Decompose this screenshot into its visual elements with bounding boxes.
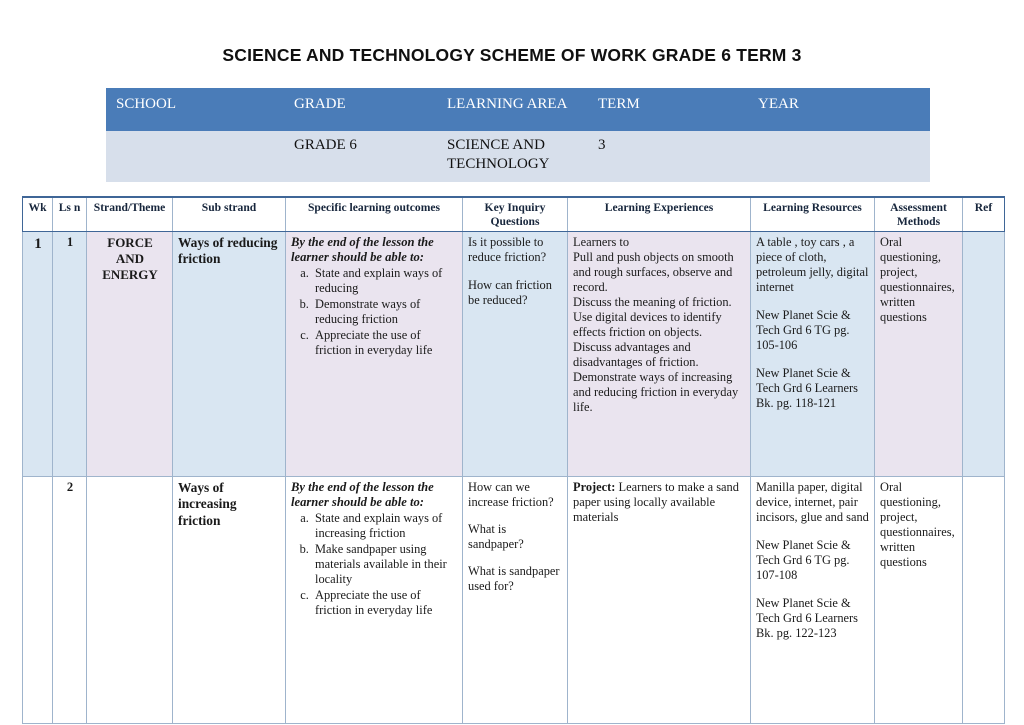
column-header-learning-resources: Learning Resources	[751, 197, 875, 231]
le-project-label: Project:	[573, 480, 616, 495]
slo-intro: By the end of the lesson the learner should be able to:	[291, 235, 434, 265]
table-row	[23, 232, 1005, 477]
info-header-row	[106, 88, 930, 131]
slo-item: c. Appreciate the use of friction in everyday life	[312, 328, 458, 358]
cell-specific-learning-outcomes	[286, 477, 463, 724]
le-item: Discuss the meaning of friction.	[573, 295, 732, 310]
kiq-item: What is sandpaper?	[468, 522, 524, 552]
cell-lesson: 1	[53, 232, 87, 477]
cell-key-inquiry-questions	[463, 232, 568, 477]
cell-lesson: 2	[53, 477, 87, 724]
slo-list	[291, 511, 458, 618]
column-header-strand: Strand/Theme	[87, 197, 173, 231]
info-value-grade[interactable]: GRADE 6	[284, 131, 437, 182]
info-table	[106, 88, 930, 182]
column-header-assessment-methods: Assessment Methods	[875, 197, 963, 231]
slo-list	[291, 266, 458, 358]
lr-materials: A table , toy cars , a piece of cloth, petroleum jelly, digital internet	[756, 235, 869, 295]
cell-sub-strand: Ways of increasing friction	[173, 477, 286, 724]
column-header-wk: Wk	[23, 197, 53, 231]
lr-book-reference: New Planet Scie & Tech Grd 6 TG pg. 105-106	[756, 308, 851, 353]
cell-learning-experiences	[568, 477, 751, 724]
le-item: Demonstrate ways of increasing and reducing friction in everyday life.	[573, 370, 739, 415]
le-item: Discuss advantages and disadvantages of friction.	[573, 340, 699, 370]
lr-book-reference: New Planet Scie & Tech Grd 6 Learners Bk. pg. 118-121	[756, 366, 858, 411]
column-header-ref: Ref	[963, 197, 1005, 231]
slo-item: b. Make sandpaper using materials available in their locality	[312, 542, 458, 587]
info-value-year[interactable]	[748, 131, 930, 182]
column-header-key-inquiry-questions: Key Inquiry Questions	[463, 197, 568, 231]
cell-strand: FORCE AND ENERGY	[87, 232, 173, 477]
cell-assessment-methods: Oral questioning, project, questionnaires, written questions	[875, 232, 963, 477]
cell-week: 1	[23, 232, 53, 477]
scheme-header-row	[23, 197, 1005, 231]
column-header-learning-experiences: Learning Experiences	[568, 197, 751, 231]
le-item: Use digital devices to identify effects friction on objects.	[573, 310, 722, 340]
cell-specific-learning-outcomes	[286, 232, 463, 477]
cell-learning-resources	[751, 232, 875, 477]
kiq-item: How can we increase friction?	[468, 480, 554, 510]
scheme-of-work-table	[22, 196, 1005, 724]
column-header-specific-learning-outcomes: Specific learning outcomes	[286, 197, 463, 231]
slo-item: b. Demonstrate ways of reducing friction	[312, 297, 458, 327]
info-value-learning-area[interactable]: SCIENCE AND TECHNOLOGY	[437, 131, 588, 182]
info-header-year: YEAR	[748, 88, 930, 131]
slo-item: a. State and explain ways of increasing friction	[312, 511, 458, 541]
info-header-learning-area: LEARNING AREA	[437, 88, 588, 131]
lr-book-reference: New Planet Scie & Tech Grd 6 Learners Bk. pg. 122-123	[756, 596, 858, 641]
column-header-sub-strand: Sub strand	[173, 197, 286, 231]
info-value-row	[106, 131, 930, 182]
info-table-container	[106, 88, 930, 182]
info-value-school[interactable]	[106, 131, 284, 182]
kiq-item: How can friction be reduced?	[468, 278, 552, 308]
le-lead: Learners to	[573, 235, 630, 250]
cell-ref	[963, 232, 1005, 477]
scheme-table-container	[22, 196, 1004, 724]
info-value-term[interactable]: 3	[588, 131, 748, 182]
le-project-text: Learners to make a sand paper using locally available materials	[573, 480, 739, 525]
cell-week	[23, 477, 53, 724]
slo-item: a. State and explain ways of reducing	[312, 266, 458, 296]
info-header-grade: GRADE	[284, 88, 437, 131]
slo-intro: By the end of the lesson the learner should be able to:	[291, 480, 434, 510]
lr-book-reference: New Planet Scie & Tech Grd 6 TG pg. 107-108	[756, 538, 851, 583]
info-header-term: TERM	[588, 88, 748, 131]
lr-materials: Manilla paper, digital device, internet, pair incisors, glue and sand	[756, 480, 869, 525]
kiq-item: What is sandpaper used for?	[468, 564, 560, 594]
cell-learning-experiences	[568, 232, 751, 477]
cell-strand	[87, 477, 173, 724]
slo-item: c. Appreciate the use of friction in everyday life	[312, 588, 458, 618]
le-item: Pull and push objects on smooth and rough surfaces, observe and record.	[573, 250, 734, 295]
cell-learning-resources	[751, 477, 875, 724]
cell-key-inquiry-questions	[463, 477, 568, 724]
info-header-school: SCHOOL	[106, 88, 284, 131]
column-header-lsn: Ls n	[53, 197, 87, 231]
cell-sub-strand: Ways of reducing friction	[173, 232, 286, 477]
page-title: SCIENCE AND TECHNOLOGY SCHEME OF WORK GRADE 6 TERM 3	[222, 45, 802, 65]
cell-assessment-methods: Oral questioning, project, questionnaires, written questions	[875, 477, 963, 724]
table-row	[23, 477, 1005, 724]
kiq-item: Is it possible to reduce friction?	[468, 235, 547, 265]
cell-ref	[963, 477, 1005, 724]
le-project	[573, 480, 746, 525]
